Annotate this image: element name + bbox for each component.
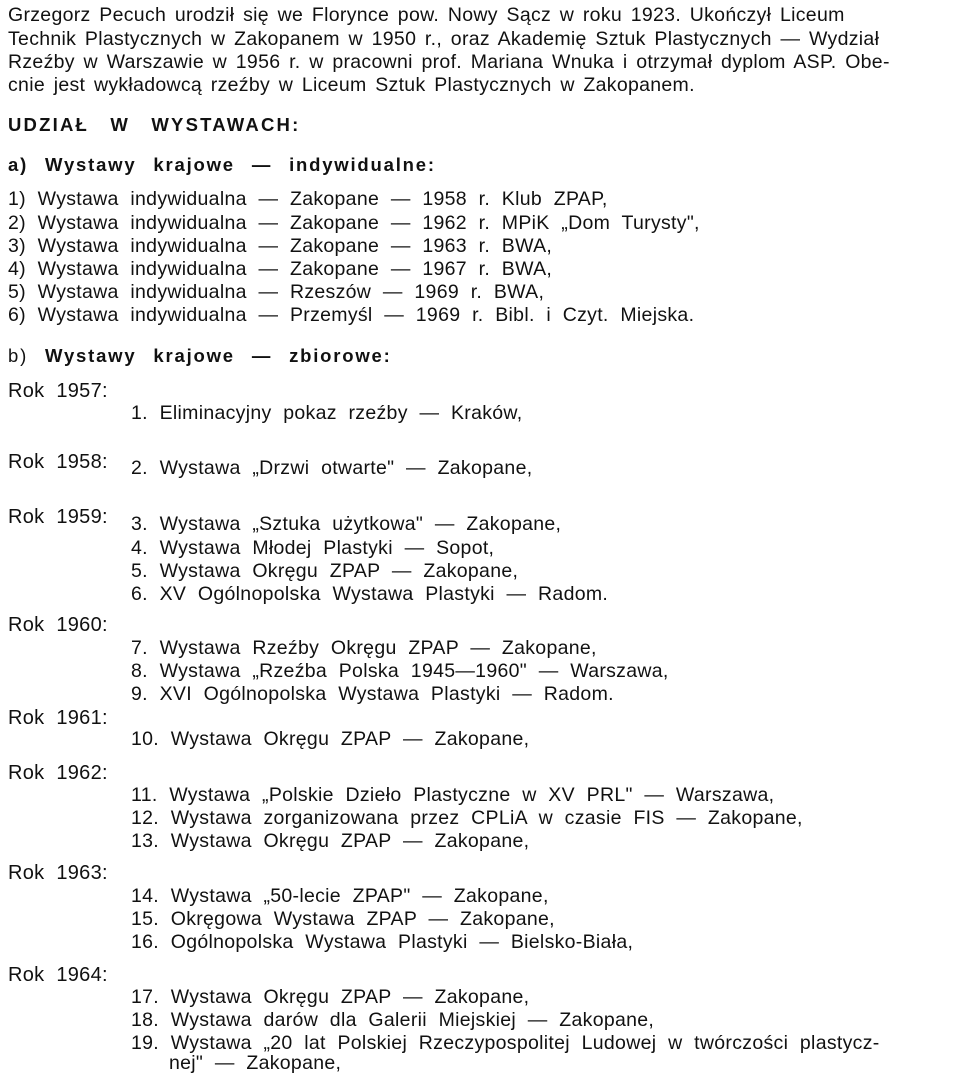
- year-1964: Rok 1964:: [8, 964, 108, 986]
- year-1962: Rok 1962:: [8, 762, 108, 784]
- year-1961: Rok 1961:: [8, 707, 108, 729]
- bio-line-3: Rzeźby w Warszawie w 1956 r. w pracowni prof. Mariana Wnuka i otrzymał dyplom ASP. Obe-: [8, 51, 890, 73]
- solo-exhibition-1: 1) Wystawa indywidualna — Zakopane — 1958 r. Klub ZPAP,: [8, 188, 608, 210]
- group-exhibition-10: 10. Wystawa Okręgu ZPAP — Zakopane,: [131, 728, 530, 750]
- group-exhibition-8: 8. Wystawa „Rzeźba Polska 1945—1960" — Warszawa,: [131, 660, 669, 682]
- solo-exhibition-4: 4) Wystawa indywidualna — Zakopane — 1967 r. BWA,: [8, 258, 553, 280]
- group-exhibition-5: 5. Wystawa Okręgu ZPAP — Zakopane,: [131, 560, 519, 582]
- group-exhibition-14: 14. Wystawa „50-lecie ZPAP" — Zakopane,: [131, 885, 549, 907]
- group-exhibition-17: 17. Wystawa Okręgu ZPAP — Zakopane,: [131, 986, 530, 1008]
- year-1957: Rok 1957:: [8, 380, 108, 402]
- group-exhibition-4: 4. Wystawa Młodej Plastyki — Sopot,: [131, 537, 495, 559]
- group-exhibition-12: 12. Wystawa zorganizowana przez CPLiA w czasie FIS — Zakopane,: [131, 807, 803, 829]
- exhibitions-heading: UDZIAŁ W WYSTAWACH:: [8, 114, 301, 135]
- section-b-prefix: b): [8, 345, 29, 366]
- bio-line-1: Grzegorz Pecuch urodził się we Florynce pow. Nowy Sącz w roku 1923. Ukończył Liceum: [8, 4, 845, 26]
- year-1963: Rok 1963:: [8, 862, 108, 884]
- year-1959: Rok 1959:: [8, 506, 108, 528]
- group-exhibition-19-continued: nej" — Zakopane,: [169, 1052, 342, 1074]
- group-exhibition-13: 13. Wystawa Okręgu ZPAP — Zakopane,: [131, 830, 530, 852]
- solo-exhibition-6: 6) Wystawa indywidualna — Przemyśl — 1969 r. Bibl. i Czyt. Miejska.: [8, 304, 695, 326]
- group-exhibition-1: 1. Eliminacyjny pokaz rzeźby — Kraków,: [131, 402, 523, 424]
- group-exhibition-6: 6. XV Ogólnopolska Wystawa Plastyki — Radom.: [131, 583, 609, 605]
- group-exhibition-9: 9. XVI Ogólnopolska Wystawa Plastyki — Radom.: [131, 683, 614, 705]
- group-exhibition-7: 7. Wystawa Rzeźby Okręgu ZPAP — Zakopane,: [131, 637, 597, 659]
- group-exhibition-19: 19. Wystawa „20 lat Polskiej Rzeczypospolitej Ludowej w twórczości plastycz-: [131, 1032, 880, 1054]
- group-exhibition-15: 15. Okręgowa Wystawa ZPAP — Zakopane,: [131, 908, 555, 930]
- group-exhibition-16: 16. Ogólnopolska Wystawa Plastyki — Bielsko-Biała,: [131, 931, 634, 953]
- bio-line-4: cnie jest wykładowcą rzeźby w Liceum Sztuk Plastycznych w Zakopanem.: [8, 74, 695, 96]
- section-a-title: Wystawy krajowe — indywidualne:: [45, 154, 436, 175]
- solo-exhibition-3: 3) Wystawa indywidualna — Zakopane — 1963 r. BWA,: [8, 235, 553, 257]
- section-b-heading: [8, 344, 392, 368]
- section-b-title: Wystawy krajowe — zbiorowe:: [45, 345, 392, 366]
- solo-exhibition-5: 5) Wystawa indywidualna — Rzeszów — 1969 r. BWA,: [8, 281, 545, 303]
- group-exhibition-3: 3. Wystawa „Sztuka użytkowa" — Zakopane,: [131, 513, 562, 535]
- bio-line-2: Technik Plastycznych w Zakopanem w 1950 r., oraz Akademię Sztuk Plastycznych — Wydział: [8, 28, 880, 50]
- group-exhibition-18: 18. Wystawa darów dla Galerii Miejskiej — Zakopane,: [131, 1009, 655, 1031]
- section-a-heading: [8, 153, 436, 177]
- year-1960: Rok 1960:: [8, 614, 108, 636]
- solo-exhibition-2: 2) Wystawa indywidualna — Zakopane — 1962 r. MPiK „Dom Turysty",: [8, 212, 700, 234]
- section-a-prefix: a): [8, 154, 29, 175]
- group-exhibition-11: 11. Wystawa „Polskie Dzieło Plastyczne w XV PRL" — Warszawa,: [131, 784, 775, 806]
- group-exhibition-2: 2. Wystawa „Drzwi otwarte" — Zakopane,: [131, 457, 533, 479]
- year-1958: Rok 1958:: [8, 451, 108, 473]
